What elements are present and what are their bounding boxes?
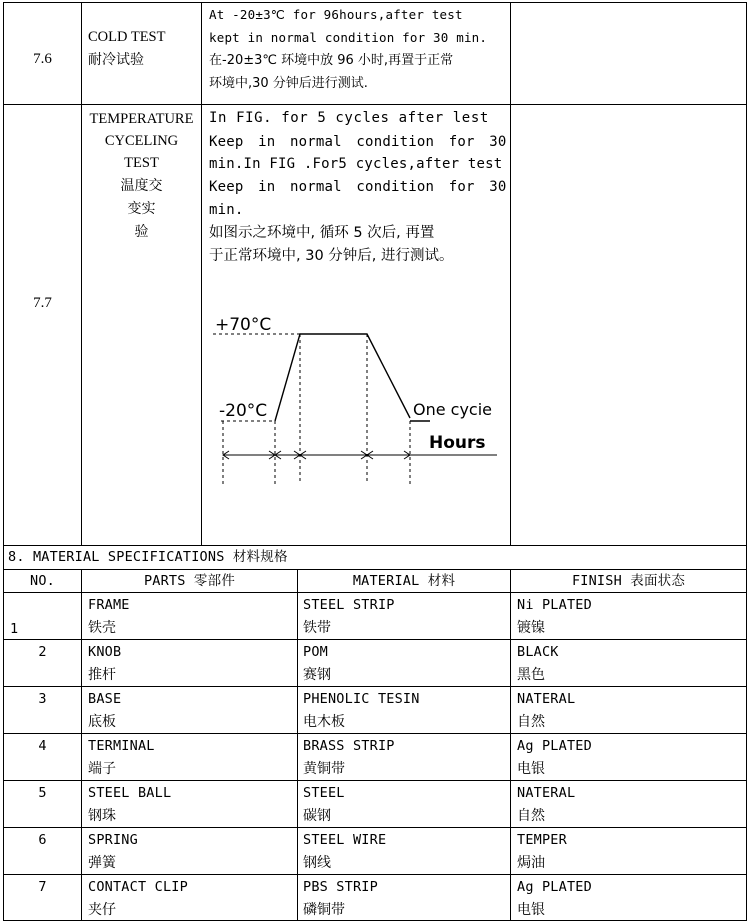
test-description-line: kept in normal condition for 30 min. [209, 30, 488, 45]
test-name-line: CYCELING [104, 133, 179, 149]
part-name-cn: 底板 [88, 714, 116, 730]
test-name-en: COLD TEST [88, 29, 166, 45]
test-name-line: 温度交 [120, 178, 163, 194]
finish-en: Ni PLATED [517, 597, 592, 613]
column-header-material: MATERIAL 材料 [352, 573, 456, 589]
section-title: 8. MATERIAL SPECIFICATIONS 材料规格 [8, 549, 288, 565]
row-number: 6 [38, 832, 47, 848]
finish-en: BLACK [517, 644, 559, 660]
part-name-cn: 推杆 [88, 667, 116, 683]
row-divider [3, 639, 747, 640]
finish-cn: 自然 [517, 808, 545, 824]
finish-cn: 焗油 [517, 855, 545, 871]
row-divider [3, 733, 747, 734]
table-border-bottom [3, 920, 747, 921]
row-divider [3, 686, 747, 687]
material-name-cn: 磷铜带 [303, 902, 345, 918]
part-name-en: FRAME [88, 597, 130, 613]
row-number: 2 [38, 644, 47, 660]
test-name-line: 变实 [127, 201, 156, 217]
finish-cn: 黑色 [517, 667, 545, 683]
table-border-right [746, 2, 747, 921]
finish-cn: 电银 [517, 902, 545, 918]
test-description-line: 如图示之环境中, 循环 5 次后, 再置 [209, 225, 435, 241]
part-name-en: TERMINAL [88, 738, 155, 754]
row-divider [3, 592, 747, 593]
material-name-en: POM [303, 644, 328, 660]
hours-label: Hours [429, 433, 486, 453]
row-number: 3 [38, 691, 47, 707]
column-header-finish: FINISH 表面状态 [571, 573, 686, 589]
finish-en: TEMPER [517, 832, 567, 848]
test-description-line: Keep in normal condition for 30 [209, 179, 507, 195]
test-description-line: At -20±3℃ for 96hours,after test [209, 7, 463, 22]
test-name-line: 验 [134, 224, 149, 240]
test-description-line: In FIG. for 5 cycles after lest [209, 110, 489, 126]
column-divider [81, 569, 82, 921]
material-name-en: STEEL STRIP [303, 597, 395, 613]
row-divider [3, 780, 747, 781]
material-name-cn: 碳钢 [303, 808, 331, 824]
test-name-line: TEMPERATURE [89, 111, 194, 127]
test-description-line: min. [209, 202, 244, 218]
row-divider [3, 104, 747, 105]
test-description-line: Keep in normal condition for 30 [209, 134, 507, 150]
finish-cn: 自然 [517, 714, 545, 730]
material-name-en: PBS STRIP [303, 879, 378, 895]
table-border-top [3, 2, 747, 3]
test-name-cn: 耐冷试验 [88, 52, 144, 68]
column-divider [510, 2, 511, 545]
test-name-line: TEST [124, 155, 159, 171]
part-name-en: SPRING [88, 832, 138, 848]
material-name-en: STEEL [303, 785, 345, 801]
test-number: 7.6 [33, 51, 52, 67]
column-header-no: NO. [30, 573, 55, 589]
column-divider [201, 2, 202, 545]
row-divider [3, 874, 747, 875]
row-number: 7 [38, 879, 47, 895]
material-name-cn: 铁带 [303, 620, 331, 636]
finish-en: Ag PLATED [517, 879, 592, 895]
material-name-cn: 赛钢 [303, 667, 331, 683]
part-name-cn: 钢珠 [88, 808, 116, 824]
material-name-cn: 电木板 [303, 714, 345, 730]
row-number: 5 [38, 785, 47, 801]
test-description-line: min.In FIG .For5 cycles,after test [209, 156, 503, 172]
column-header-parts: PARTS 零部件 [143, 573, 236, 589]
part-name-en: CONTACT CLIP [88, 879, 188, 895]
finish-en: NATERAL [517, 691, 576, 707]
column-divider [297, 569, 298, 921]
one-cycle-label: One cycie [413, 400, 493, 419]
part-name-en: STEEL BALL [88, 785, 172, 801]
finish-cn: 电银 [517, 761, 545, 777]
temperature-cycle-figure [205, 300, 505, 490]
test-number: 7.7 [33, 295, 52, 311]
finish-en: NATERAL [517, 785, 576, 801]
row-number: 1 [10, 621, 19, 637]
part-name-cn: 端子 [88, 761, 116, 777]
column-divider [81, 2, 82, 545]
finish-cn: 镀镍 [517, 620, 545, 636]
material-name-en: PHENOLIC TESIN [303, 691, 420, 707]
temperature-profile-line [275, 334, 410, 421]
material-name-cn: 钢线 [303, 855, 331, 871]
material-name-en: BRASS STRIP [303, 738, 395, 754]
material-name-cn: 黄铜带 [303, 761, 345, 777]
column-divider [510, 569, 511, 921]
part-name-cn: 铁壳 [88, 620, 116, 636]
test-description-line: 于正常环境中, 30 分钟后, 进行测试。 [209, 248, 454, 264]
low-temp-label: -20°C [219, 401, 268, 421]
part-name-en: BASE [88, 691, 122, 707]
row-number: 4 [38, 738, 47, 754]
high-temp-label: +70°C [215, 315, 272, 335]
part-name-cn: 夹仔 [88, 902, 116, 918]
row-divider [3, 827, 747, 828]
test-description-line: 在-20±3℃ 环境中放 96 小时,再置于正常 [209, 53, 454, 68]
part-name-en: KNOB [88, 644, 122, 660]
finish-en: Ag PLATED [517, 738, 592, 754]
test-description-line: 环境中,30 分钟后进行测试. [209, 76, 368, 91]
part-name-cn: 弹簧 [88, 855, 116, 871]
material-name-en: STEEL WIRE [303, 832, 387, 848]
